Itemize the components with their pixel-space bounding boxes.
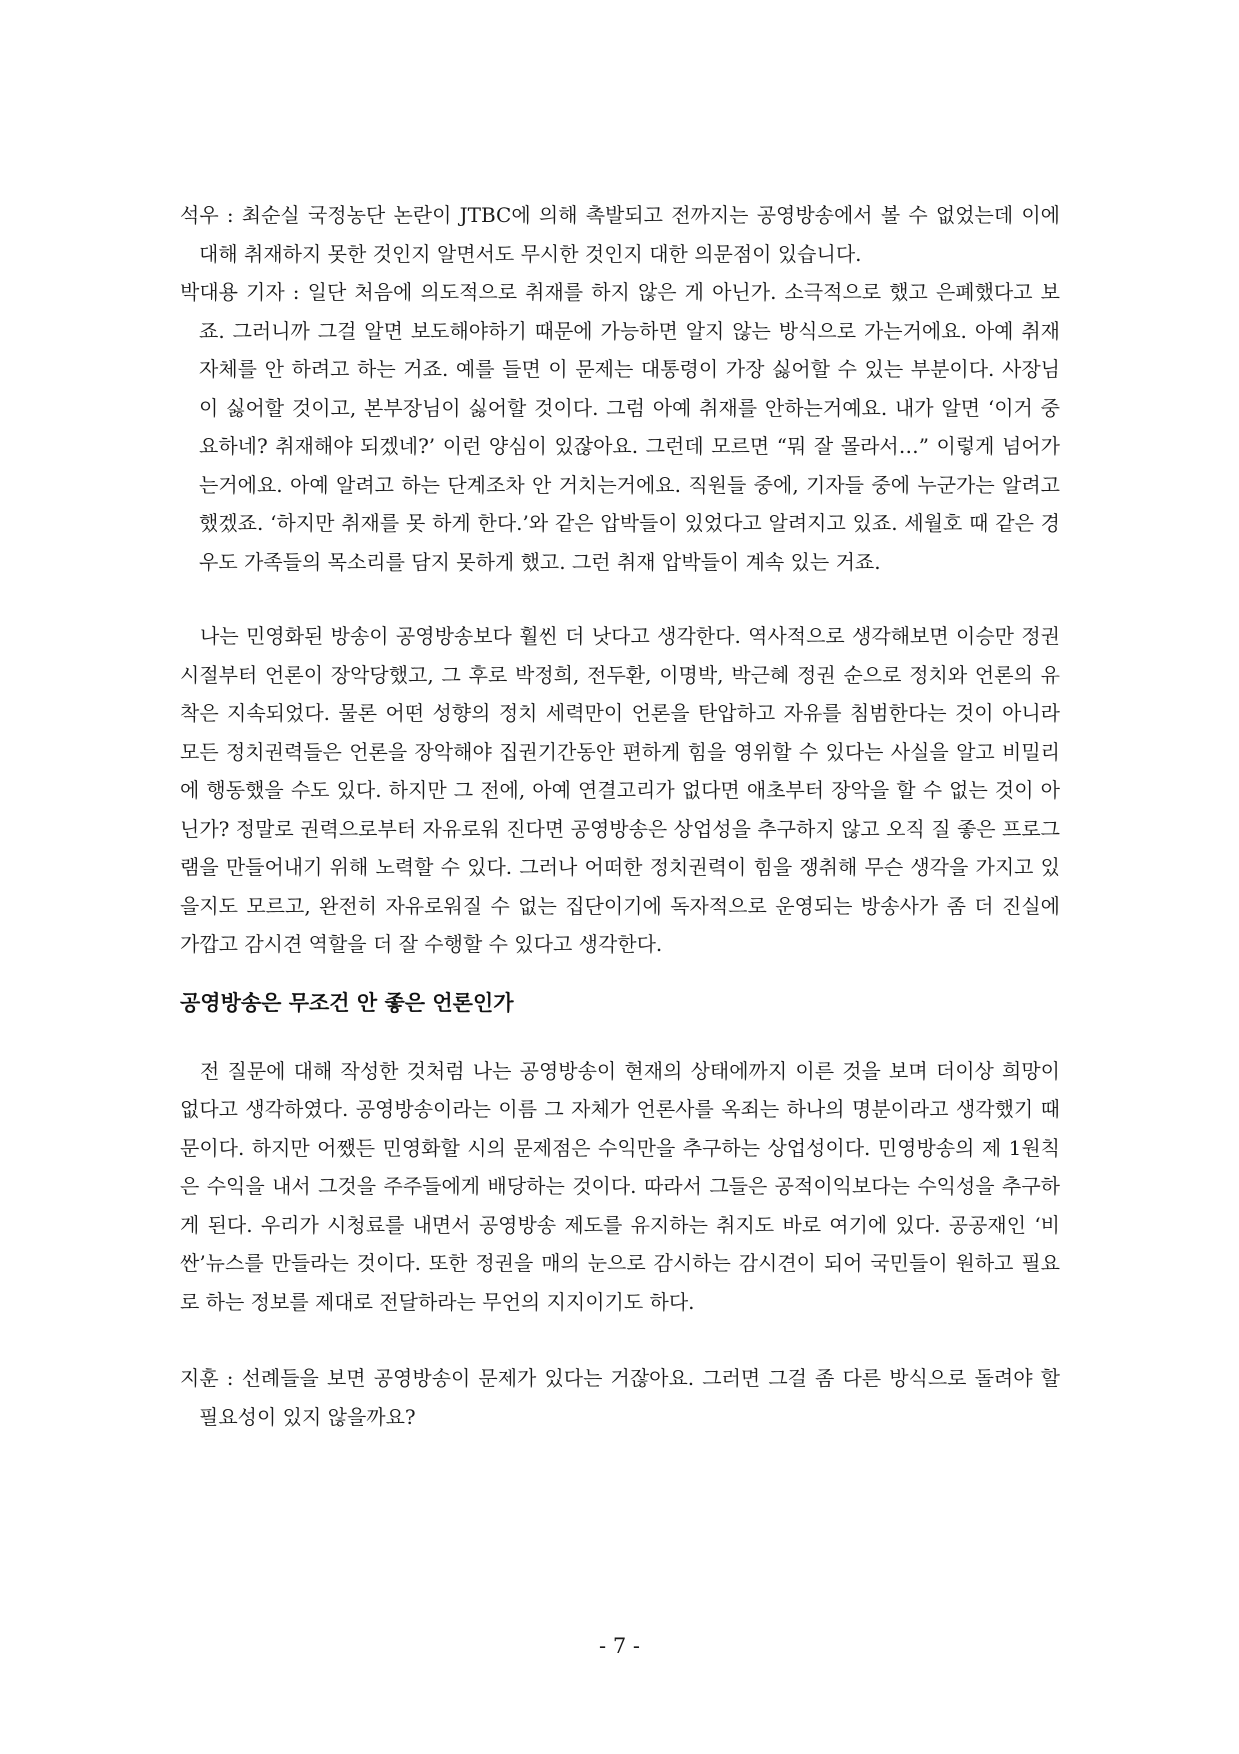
paragraph-spacer — [180, 964, 1060, 988]
interview-question-jihoon: 지훈 : 선례들을 보면 공영방송이 문제가 있다는 거잖아요. 그러면 그걸 좀 다른 방식으로 돌려야 할 필요성이 있지 않을까요? — [180, 1366, 1060, 1429]
paragraph-spacer — [180, 581, 1060, 617]
document-body — [180, 196, 1060, 1436]
interview-answer-reporter: 박대용 기자 : 일단 처음에 의도적으로 취재를 하지 않은 게 아닌가. 소극적으로 했고 은폐했다고 보죠. 그러니까 그걸 알면 보도해야하기 때문에 가능하면 알지 않는 방식으로 가는거에요. 아예 취재 자체를 안 하려고 하는 거죠. 예를 들면 이 문제는 대통령이 가장 싫어할 수 있는 부분이다. 사장님이 싫어할 것이고, 본부장님이 싫어할 것이다. 그럼 아예 취재를 안하는거예요. 내가 알면 ‘이거 중요하네? 취재해야 되겠네?’ 이런 양심이 있잖아요. 그런데 모르면 “뭐 잘 몰라서…” 이렇게 넘어가는거에요. 아예 알려고 하는 단계조차 안 거치는거에요. 직원들 중에, 기자들 중에 누군가는 알려고 했겠죠. ‘하지만 취재를 못 하게 한다.’와 같은 압박들이 있었다고 알려지고 있죠. 세월호 때 같은 경우도 가족들의 목소리를 담지 못하게 했고. 그런 취재 압박들이 계속 있는 거죠. — [180, 280, 1060, 574]
paragraph-spacer — [180, 1018, 1060, 1052]
interview-question-seokwoo: 석우 : 최순실 국정농단 논란이 JTBC에 의해 촉발되고 전까지는 공영방송에서 볼 수 없었는데 이에 대해 취재하지 못한 것인지 알면서도 무시한 것인지 대한 의문점이 있습니다. — [180, 203, 1060, 266]
section-heading: 공영방송은 무조건 안 좋은 언론인가 — [180, 990, 514, 1015]
essay-paragraph-public-broadcasting: 전 질문에 대해 작성한 것처럼 나는 공영방송이 현재의 상태에까지 이른 것을 보며 더이상 희망이 없다고 생각하였다. 공영방송이라는 이름 그 자체가 언론사를 옥죄는 하나의 명분이라고 생각했기 때문이다. 하지만 어쨌든 민영화할 시의 문제점은 수익만을 추구하는 상업성이다. 민영방송의 제 1원칙은 수익을 내서 그것을 주주들에게 배당하는 것이다. 따라서 그들은 공적이익보다는 수익성을 추구하게 된다. 우리가 시청료를 내면서 공영방송 제도를 유지하는 취지도 바로 여기에 있다. 공공재인 ‘비싼’뉴스를 만들라는 것이다. 또한 정권을 매의 눈으로 감시하는 감시견이 되어 국민들이 원하고 필요로 하는 정보를 제대로 전달하라는 무언의 지지이기도 하다. — [180, 1058, 1060, 1314]
paragraph-spacer — [180, 1321, 1060, 1359]
essay-paragraph-privatization: 나는 민영화된 방송이 공영방송보다 훨씬 더 낫다고 생각한다. 역사적으로 생각해보면 이승만 정권 시절부터 언론이 장악당했고, 그 후로 박정희, 전두환, 이명박, 박근혜 정권 순으로 정치와 언론의 유착은 지속되었다. 물론 어떤 성향의 정치 세력만이 언론을 탄압하고 자유를 침범한다는 것이 아니라 모든 정치권력들은 언론을 장악해야 집권기간동안 편하게 힘을 영위할 수 있다는 사실을 알고 비밀리에 행동했을 수도 있다. 하지만 그 전에, 아예 연결고리가 없다면 애초부터 장악을 할 수 없는 것이 아닌가? 정말로 권력으로부터 자유로워 진다면 공영방송은 상업성을 추구하지 않고 오직 질 좋은 프로그램을 만들어내기 위해 노력할 수 있다. 그러나 어떠한 정치권력이 힘을 쟁취해 무슨 생각을 가지고 있을지도 모르고, 완전히 자유로워질 수 없는 집단이기에 독자적으로 운영되는 방송사가 좀 더 진실에 가깝고 감시견 역할을 더 잘 수행할 수 있다고 생각한다. — [180, 624, 1060, 956]
page-number: - 7 - — [599, 1634, 640, 1658]
